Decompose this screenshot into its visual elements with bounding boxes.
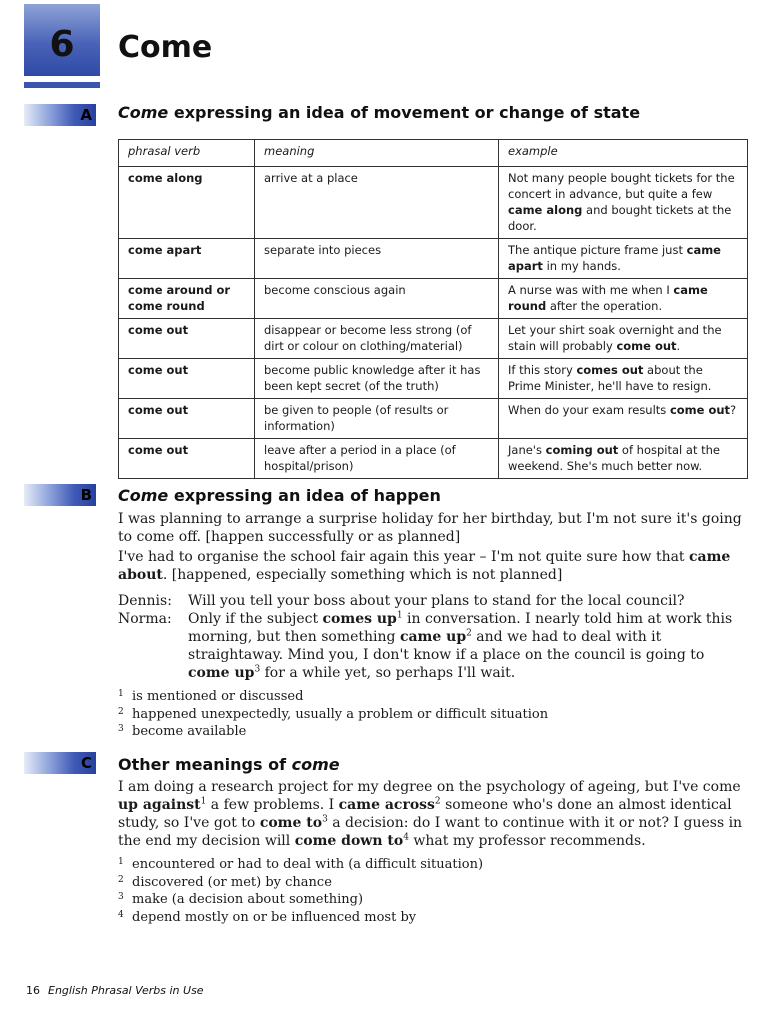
table-header-row <box>119 140 748 167</box>
note-item <box>118 688 738 706</box>
unit-number: 6 <box>49 24 75 65</box>
text-run: for a while yet, so perhaps I'll wait. <box>260 665 516 681</box>
unit-title: Come <box>118 30 213 65</box>
cell-phrasal-verb: come apart <box>119 239 255 279</box>
note-number: 3 <box>118 892 124 902</box>
footnote-ref: 3 <box>322 814 328 825</box>
phrasal-verb-highlight: came round <box>508 283 708 313</box>
section-c-title-keyword: come <box>291 755 340 774</box>
cell-phrasal-verb: come around or come round <box>119 279 255 319</box>
section-b-paragraph-1: I was planning to arrange a surprise holiday for her birthday, but I'm not sure it's going to come off. [happen successfully or as planned] <box>118 511 742 545</box>
section-c-title-rest: Other meanings of <box>118 755 292 774</box>
text-run: I've had to organise the school fair again this year – I'm not quite sure how that <box>118 549 690 565</box>
text-run: ? <box>730 403 737 417</box>
cell-meaning: separate into pieces <box>255 239 499 279</box>
text-run: Jane's <box>508 443 546 457</box>
footnote-ref: 3 <box>254 664 261 675</box>
note-number: 3 <box>118 724 124 734</box>
cell-example <box>499 439 748 479</box>
phrasal-verb-table <box>118 139 748 479</box>
dialog-text-dennis: Will you tell your boss about your plans to stand for the local council? <box>188 593 685 609</box>
phrasal-verb-highlight: came across <box>338 797 435 813</box>
dialog <box>118 592 746 682</box>
section-b-title <box>118 486 441 505</box>
section-c-paragraph <box>118 778 746 850</box>
cell-meaning: leave after a period in a place (of hospital/prison) <box>255 439 499 479</box>
cell-phrasal-verb: come out <box>119 359 255 399</box>
table-body <box>119 167 748 479</box>
text-run: Only if the subject <box>188 611 323 627</box>
cell-example <box>499 399 748 439</box>
text-run: Let your shirt soak overnight and the stain will probably <box>508 323 722 353</box>
text-run: I am doing a research project for my degree on the psychology of ageing, but I've come <box>118 779 741 795</box>
note-text: happened unexpectedly, usually a problem or difficult situation <box>132 706 549 722</box>
speaker-norma: Norma: <box>118 611 172 627</box>
phrasal-verb-highlight: comes out <box>576 363 644 377</box>
table-row <box>119 279 748 319</box>
text-run: about the Prime Minister, he'll have to resign. <box>508 363 712 393</box>
phrasal-verb-highlight: came along <box>508 203 583 217</box>
text-run: someone who's done an almost identical study, so I've got to <box>118 797 732 831</box>
text-run: Not many people bought tickets for the concert in advance, but quite a few <box>508 171 735 201</box>
note-text: become available <box>132 724 247 739</box>
section-b-paragraph-2 <box>118 548 746 584</box>
phrasal-verb-highlight: came up <box>399 629 467 645</box>
table-row <box>119 399 748 439</box>
phrasal-verb-highlight: comes up <box>322 611 397 627</box>
section-c-title <box>118 755 340 774</box>
page-footer <box>26 984 204 997</box>
note-number: 1 <box>118 857 124 867</box>
section-b-title-rest: expressing an idea of happen <box>168 486 441 505</box>
section-c-notes <box>118 856 738 926</box>
note-text: depend mostly on or be influenced most by <box>132 909 417 925</box>
cell-example <box>499 319 748 359</box>
header-phrasal-verb: phrasal verb <box>119 140 255 167</box>
text-run: . [happened, especially something which is not planned] <box>162 567 563 583</box>
cell-meaning: become conscious again <box>255 279 499 319</box>
dialog-line-dennis <box>118 592 746 610</box>
table-row <box>119 167 748 239</box>
cell-phrasal-verb: come out <box>119 439 255 479</box>
text-run: after the operation. <box>546 299 663 313</box>
section-a-title-rest: expressing an idea of movement or change of state <box>168 103 641 122</box>
dialog-line-norma <box>118 610 746 682</box>
phrasal-verb-highlight: up against <box>118 797 201 813</box>
note-number: 4 <box>118 909 124 920</box>
text-run: of hospital at the weekend. She's much better now. <box>508 443 720 473</box>
cell-phrasal-verb: come along <box>119 167 255 239</box>
phrasal-verb-highlight: come to <box>259 815 323 831</box>
text-run: a decision: do I want to continue with it or not? I guess in the end my decision will <box>118 815 743 849</box>
footnote-ref: 1 <box>396 610 403 621</box>
dialog-text-norma <box>188 610 746 682</box>
note-number: 2 <box>118 706 124 717</box>
table-row <box>119 319 748 359</box>
text-run: When do your exam results <box>508 403 670 417</box>
section-a-letter: A <box>80 106 92 124</box>
book-title: English Phrasal Verbs in Use <box>48 984 204 997</box>
note-item <box>118 891 738 909</box>
section-a-title <box>118 103 640 122</box>
note-item <box>118 723 738 741</box>
text-run: in conversation. I nearly told him at work this morning, but then something <box>188 611 733 645</box>
note-text: make (a decision about something) <box>132 892 364 907</box>
cell-example <box>499 239 748 279</box>
section-a-title-keyword: Come <box>118 103 169 122</box>
table-row <box>119 239 748 279</box>
text-run: The antique picture frame just <box>508 243 687 257</box>
note-number: 1 <box>118 689 124 699</box>
cell-example <box>499 167 748 239</box>
note-item <box>118 874 738 892</box>
text-run: and bought tickets at the door. <box>508 203 732 233</box>
note-item <box>118 706 738 724</box>
text-run: If this story <box>508 363 577 377</box>
note-text: is mentioned or discussed <box>132 689 304 704</box>
phrasal-verb-highlight: coming out <box>545 443 619 457</box>
section-c-marker <box>24 752 96 774</box>
text-run: . <box>676 339 681 353</box>
cell-meaning: be given to people (of results or information) <box>255 399 499 439</box>
footnote-ref: 4 <box>403 832 409 843</box>
footnote-ref: 2 <box>466 628 472 639</box>
section-b-notes <box>118 688 738 741</box>
footnote-ref: 1 <box>200 796 207 807</box>
note-item <box>118 909 738 927</box>
header-example: example <box>499 140 748 167</box>
phrasal-verb-highlight: come down to <box>294 833 404 849</box>
phrasal-verb-highlight: came about <box>118 549 731 583</box>
text-run: in my hands. <box>542 259 621 273</box>
note-text: discovered (or met) by chance <box>132 874 332 890</box>
text-run: A nurse was with me when I <box>508 283 674 297</box>
unit-underline-bar <box>24 82 100 88</box>
cell-meaning: become public knowledge after it has been kept secret (of the truth) <box>255 359 499 399</box>
text-run: a few problems. I <box>206 797 339 813</box>
table-row <box>119 359 748 399</box>
header-meaning: meaning <box>255 140 499 167</box>
note-text: encountered or had to deal with (a difficult situation) <box>132 857 484 872</box>
phrasal-verb-highlight: come out <box>669 403 731 417</box>
phrasal-verb-highlight: came apart <box>508 243 721 273</box>
cell-meaning: disappear or become less strong (of dirt or colour on clothing/material) <box>255 319 499 359</box>
section-b-letter: B <box>80 486 92 504</box>
section-b-title-keyword: Come <box>118 486 169 505</box>
footnote-ref: 2 <box>434 796 441 807</box>
note-number: 2 <box>118 874 124 885</box>
cell-phrasal-verb: come out <box>119 399 255 439</box>
cell-meaning: arrive at a place <box>255 167 499 239</box>
cell-example <box>499 279 748 319</box>
speaker-dennis: Dennis: <box>118 593 172 609</box>
note-item <box>118 856 738 874</box>
section-c-letter: C <box>80 754 92 772</box>
text-run: what my professor recommends. <box>408 833 646 849</box>
section-a-marker <box>24 104 96 126</box>
cell-example <box>499 359 748 399</box>
table-row <box>119 439 748 479</box>
phrasal-verb-highlight: come out <box>616 339 677 353</box>
section-b-marker <box>24 484 96 506</box>
page-number: 16 <box>26 984 40 997</box>
phrasal-verb-highlight: come up <box>188 665 255 681</box>
unit-number-box <box>24 4 100 76</box>
cell-phrasal-verb: come out <box>119 319 255 359</box>
text-run: and we had to deal with it straightaway. Mind you, I don't know if a place on the council is going to <box>188 629 705 663</box>
